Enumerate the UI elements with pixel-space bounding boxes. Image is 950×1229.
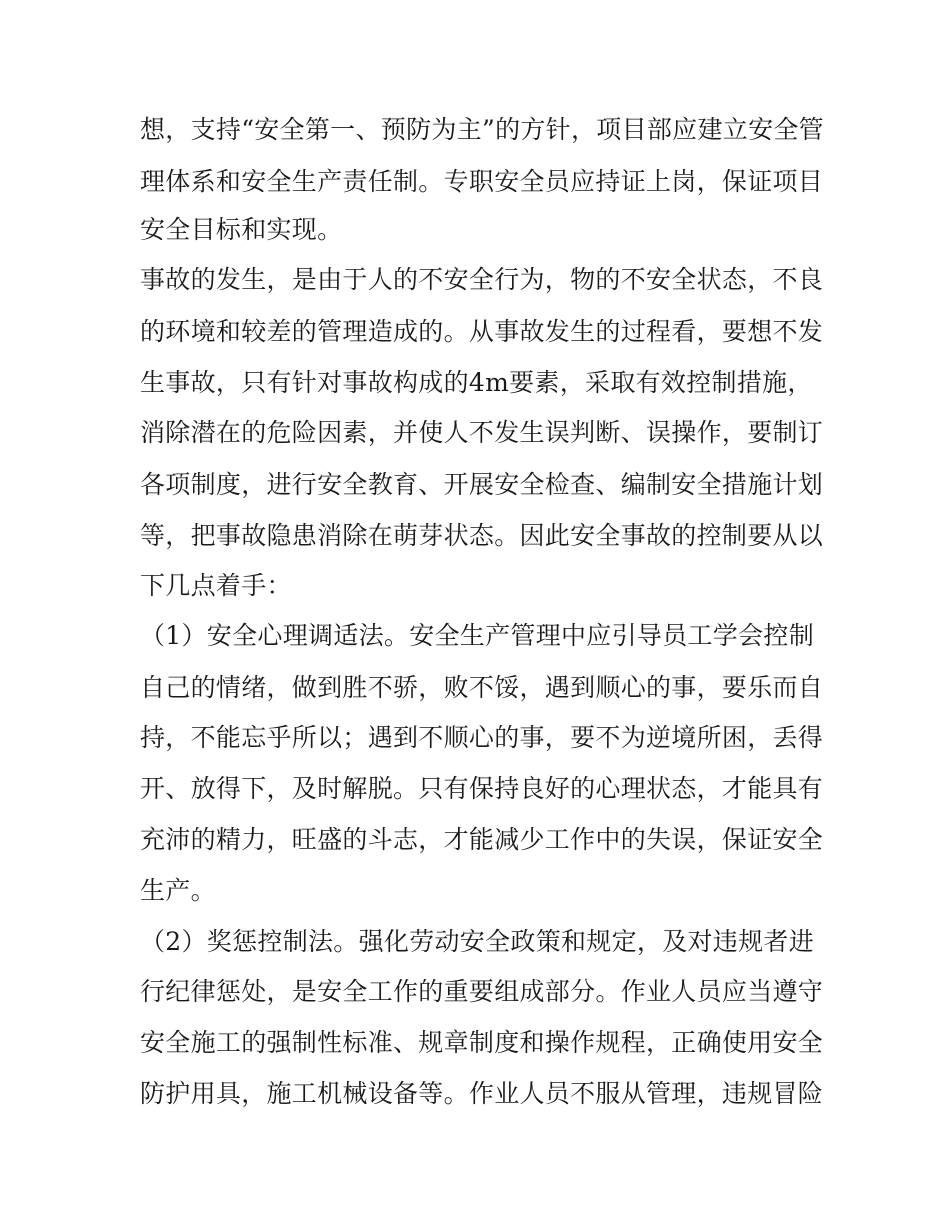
text-line: 安全施工的强制性标准、规章制度和操作规程，正确使用安全 bbox=[140, 1028, 824, 1057]
text-line: 行纪律惩处，是安全工作的重要组成部分。作业人员应当遵守 bbox=[140, 977, 824, 1006]
text-line: 理体系和安全生产责任制。专职安全员应持证上岗，保证项目 bbox=[140, 167, 824, 196]
text-line: 持，不能忘乎所以；遇到不顺心的事，要不为逆境所困，丢得 bbox=[140, 723, 824, 752]
text-line: （2）奖惩控制法。强化劳动安全政策和规定，及对违规者进 bbox=[140, 927, 815, 956]
text-line: 消除潜在的危险因素，并使人不发生误判断、误操作，要制订 bbox=[140, 418, 824, 447]
text-line: 事故的发生，是由于人的不安全行为，物的不安全状态，不良 bbox=[140, 265, 824, 294]
text-line: 各项制度，进行安全教育、开展安全检查、编制安全措施计划 bbox=[140, 470, 824, 499]
text-line: 的环境和较差的管理造成的。从事故发生的过程看，要想不发 bbox=[140, 317, 824, 346]
text-line: 防护用具，施工机械设备等。作业人员不服从管理，违规冒险 bbox=[140, 1079, 824, 1108]
text-line: 安全目标和实现。 bbox=[140, 215, 343, 244]
text-line: （1）安全心理调适法。安全生产管理中应引导员工学会控制 bbox=[140, 621, 815, 650]
text-line: 下几点着手： bbox=[140, 571, 292, 600]
text-line: 生事故，只有针对事故构成的4m要素，采取有效控制措施， bbox=[140, 368, 813, 397]
text-line: 开、放得下，及时解脱。只有保持良好的心理状态，才能具有 bbox=[140, 774, 824, 803]
text-line: 等，把事故隐患消除在萌芽状态。因此安全事故的控制要从以 bbox=[140, 521, 824, 550]
text-line: 生产。 bbox=[140, 876, 216, 905]
text-line: 充沛的精力，旺盛的斗志，才能减少工作中的失误，保证安全 bbox=[140, 825, 824, 854]
text-line: 想，支持“安全第一、预防为主”的方针，项目部应建立安全管 bbox=[140, 115, 824, 144]
text-line: 自己的情绪，做到胜不骄，败不馁，遇到顺心的事，要乐而自 bbox=[140, 673, 824, 702]
